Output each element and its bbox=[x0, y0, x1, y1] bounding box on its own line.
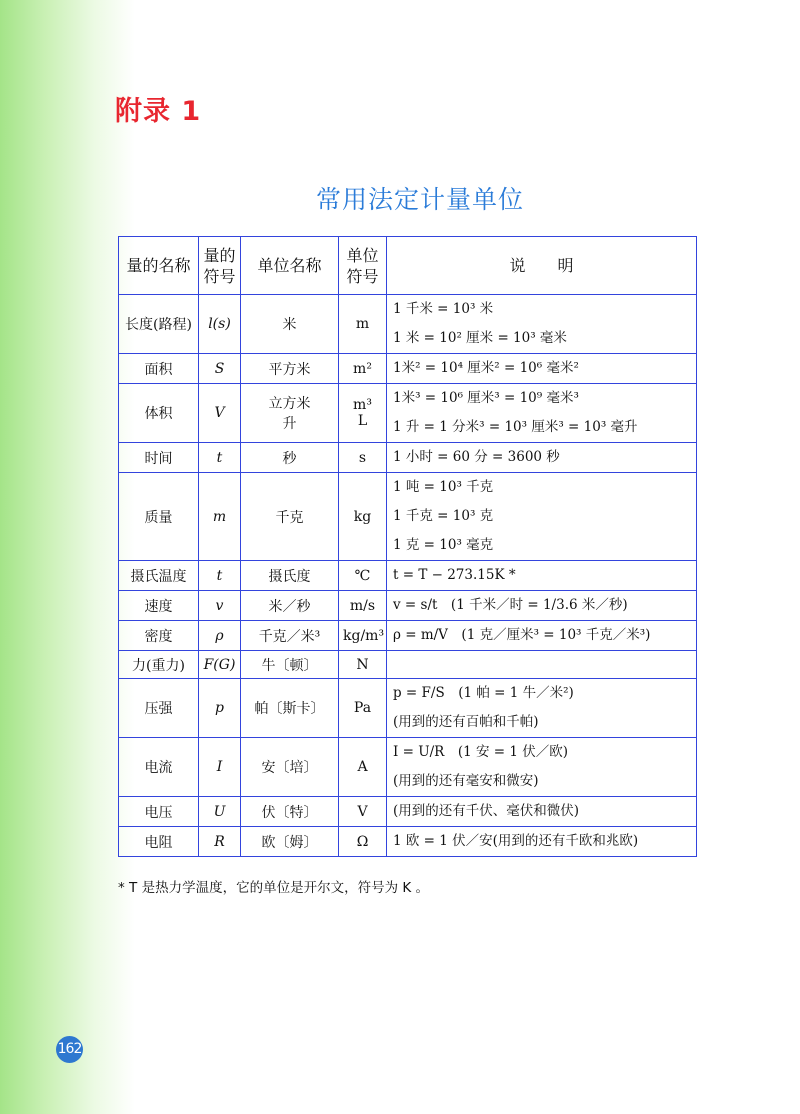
cell-description bbox=[387, 443, 697, 473]
cell-quantity: 质量 bbox=[119, 473, 199, 561]
units-table bbox=[118, 236, 697, 857]
table-row bbox=[119, 295, 697, 354]
cell-symbol: l(s) bbox=[199, 295, 241, 354]
description-line: v = s/t (1 千米／时 = 1/3.6 米／秒) bbox=[393, 597, 628, 613]
cell-quantity: 压强 bbox=[119, 679, 199, 738]
cell-description bbox=[387, 679, 697, 738]
cell-quantity: 力(重力) bbox=[119, 651, 199, 679]
description-line: (用到的还有毫安和微安) bbox=[393, 773, 539, 789]
description-line: (用到的还有百帕和千帕) bbox=[393, 714, 539, 730]
cell-quantity: 电压 bbox=[119, 797, 199, 827]
cell-symbol: ρ bbox=[199, 621, 241, 651]
table-row bbox=[119, 738, 697, 797]
header-description: 说 明 bbox=[387, 237, 697, 295]
cell-quantity: 速度 bbox=[119, 591, 199, 621]
description-line: 1米² = 10⁴ 厘米² = 10⁶ 毫米² bbox=[393, 360, 579, 376]
description-line: 1 欧 = 1 伏／安(用到的还有千欧和兆欧) bbox=[393, 833, 639, 849]
cell-quantity: 时间 bbox=[119, 443, 199, 473]
description-line: 1 千米 = 10³ 米 bbox=[393, 301, 494, 317]
cell-unit-symbol: m bbox=[339, 295, 387, 354]
cell-description bbox=[387, 827, 697, 857]
description-line: 1米³ = 10⁶ 厘米³ = 10⁹ 毫米³ bbox=[393, 390, 579, 406]
cell-description bbox=[387, 738, 697, 797]
cell-unit-name: 米／秒 bbox=[241, 591, 339, 621]
description-line: 1 小时 = 60 分 = 3600 秒 bbox=[393, 449, 560, 465]
cell-unit-symbol: A bbox=[339, 738, 387, 797]
description-line: 1 克 = 10³ 毫克 bbox=[393, 537, 494, 553]
cell-unit-name: 千克／米³ bbox=[241, 621, 339, 651]
cell-unit-name: 米 bbox=[241, 295, 339, 354]
table-row bbox=[119, 651, 697, 679]
cell-symbol: I bbox=[199, 738, 241, 797]
cell-symbol: R bbox=[199, 827, 241, 857]
table-row bbox=[119, 827, 697, 857]
cell-unit-name: 帕〔斯卡〕 bbox=[241, 679, 339, 738]
cell-unit-symbol: kg/m³ bbox=[339, 621, 387, 651]
description-line: 1 千克 = 10³ 克 bbox=[393, 508, 494, 524]
table-row bbox=[119, 679, 697, 738]
cell-description bbox=[387, 797, 697, 827]
table-row bbox=[119, 591, 697, 621]
description-line: I = U/R (1 安 = 1 伏／欧) bbox=[393, 744, 569, 760]
cell-quantity: 电阻 bbox=[119, 827, 199, 857]
cell-quantity: 密度 bbox=[119, 621, 199, 651]
header-quantity: 量的名称 bbox=[119, 237, 199, 295]
cell-unit-symbol: kg bbox=[339, 473, 387, 561]
table-row bbox=[119, 561, 697, 591]
cell-unit-symbol: V bbox=[339, 797, 387, 827]
cell-unit-name: 摄氏度 bbox=[241, 561, 339, 591]
table-header-row bbox=[119, 237, 697, 295]
cell-symbol: F(G) bbox=[199, 651, 241, 679]
header-symbol: 量的符号 bbox=[199, 237, 241, 295]
cell-unit-symbol: s bbox=[339, 443, 387, 473]
cell-unit-name: 欧〔姆〕 bbox=[241, 827, 339, 857]
description-line: 1 米 = 10² 厘米 = 10³ 毫米 bbox=[393, 330, 567, 346]
table-row bbox=[119, 354, 697, 384]
cell-unit-symbol: Pa bbox=[339, 679, 387, 738]
description-line: 1 升 = 1 分米³ = 10³ 厘米³ = 10³ 毫升 bbox=[393, 419, 638, 435]
header-unit-name: 单位名称 bbox=[241, 237, 339, 295]
footnote: * T 是热力学温度，它的单位是开尔文，符号为 K 。 bbox=[118, 880, 430, 896]
cell-quantity: 面积 bbox=[119, 354, 199, 384]
cell-description bbox=[387, 295, 697, 354]
cell-quantity: 长度(路程) bbox=[119, 295, 199, 354]
description-line: ρ = m/V (1 克／厘米³ = 10³ 千克／米³) bbox=[393, 627, 651, 643]
cell-description bbox=[387, 384, 697, 443]
header-unit-symbol: 单位符号 bbox=[339, 237, 387, 295]
cell-symbol: m bbox=[199, 473, 241, 561]
table-title: 常用法定计量单位 bbox=[315, 185, 524, 214]
cell-unit-name: 立方米 升 bbox=[241, 384, 339, 443]
table-row bbox=[119, 621, 697, 651]
cell-unit-symbol: m² bbox=[339, 354, 387, 384]
cell-description bbox=[387, 354, 697, 384]
cell-description bbox=[387, 473, 697, 561]
appendix-heading: 附录 1 bbox=[115, 96, 202, 127]
cell-unit-symbol: Ω bbox=[339, 827, 387, 857]
cell-quantity: 电流 bbox=[119, 738, 199, 797]
cell-symbol: t bbox=[199, 561, 241, 591]
cell-unit-symbol: m³ L bbox=[339, 384, 387, 443]
cell-unit-name: 伏〔特〕 bbox=[241, 797, 339, 827]
table-row bbox=[119, 443, 697, 473]
cell-symbol: p bbox=[199, 679, 241, 738]
cell-unit-name: 千克 bbox=[241, 473, 339, 561]
table-row bbox=[119, 384, 697, 443]
cell-symbol: U bbox=[199, 797, 241, 827]
cell-description bbox=[387, 621, 697, 651]
cell-unit-name: 牛〔顿〕 bbox=[241, 651, 339, 679]
table-body bbox=[119, 295, 697, 857]
cell-unit-symbol: N bbox=[339, 651, 387, 679]
cell-quantity: 摄氏温度 bbox=[119, 561, 199, 591]
description-line: t = T − 273.15K * bbox=[393, 567, 516, 583]
description-line: (用到的还有千伏、毫伏和微伏) bbox=[393, 803, 580, 819]
cell-unit-symbol: ℃ bbox=[339, 561, 387, 591]
cell-unit-symbol: m/s bbox=[339, 591, 387, 621]
cell-unit-name: 秒 bbox=[241, 443, 339, 473]
cell-description bbox=[387, 651, 697, 679]
cell-description bbox=[387, 561, 697, 591]
description-line: p = F/S (1 帕 = 1 牛／米²) bbox=[393, 685, 574, 701]
table-row bbox=[119, 473, 697, 561]
table-row bbox=[119, 797, 697, 827]
cell-quantity: 体积 bbox=[119, 384, 199, 443]
cell-description bbox=[387, 591, 697, 621]
cell-unit-name: 平方米 bbox=[241, 354, 339, 384]
cell-symbol: V bbox=[199, 384, 241, 443]
cell-symbol: v bbox=[199, 591, 241, 621]
page-number-badge: 162 bbox=[56, 1036, 83, 1063]
cell-unit-name: 安〔培〕 bbox=[241, 738, 339, 797]
cell-symbol: t bbox=[199, 443, 241, 473]
description-line: 1 吨 = 10³ 千克 bbox=[393, 479, 494, 495]
cell-symbol: S bbox=[199, 354, 241, 384]
